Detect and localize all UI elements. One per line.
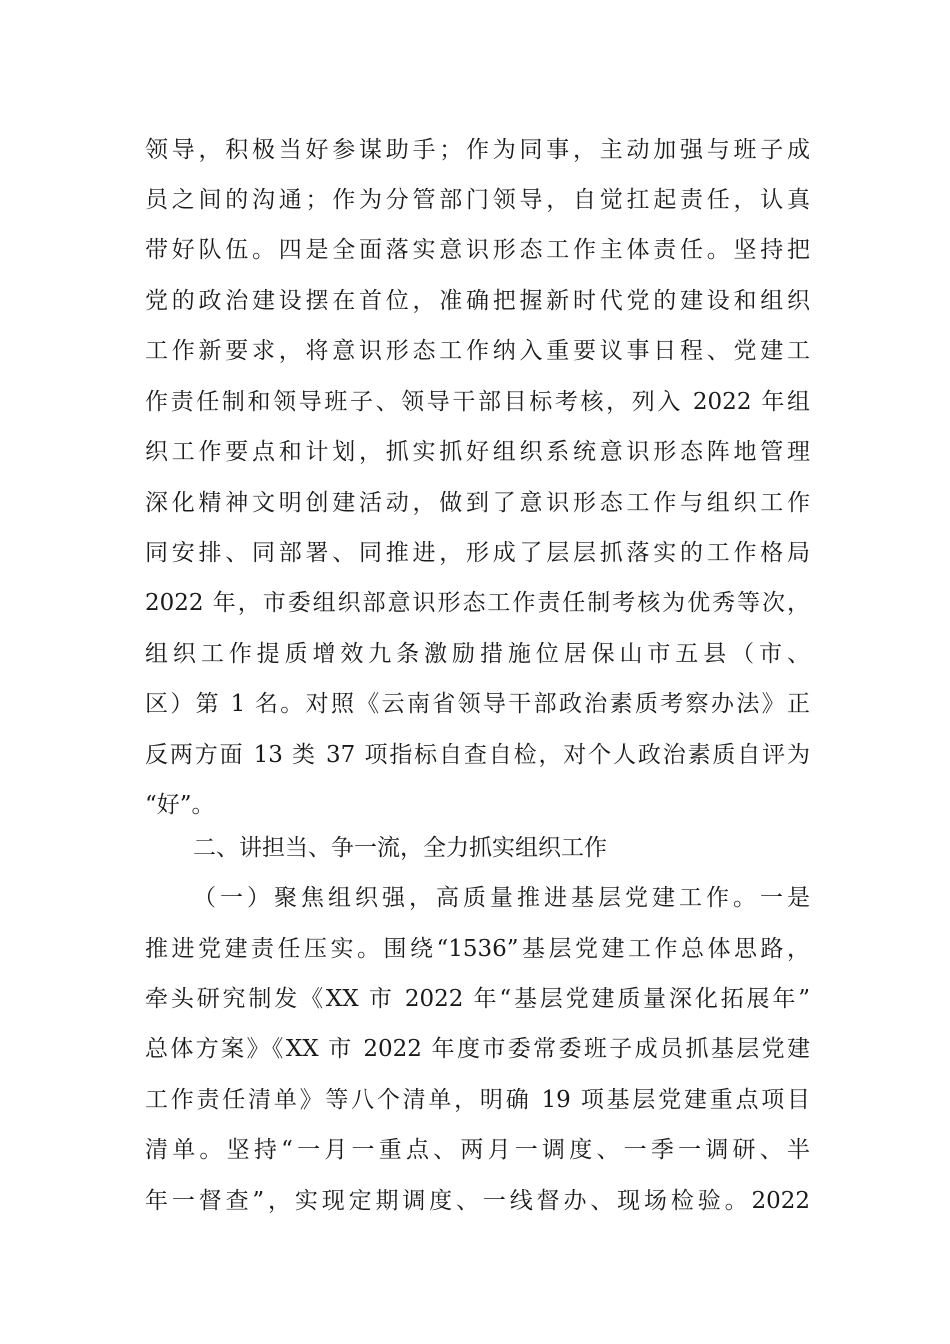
- text-line: “好”。: [145, 792, 215, 818]
- text-line: 领导，积极当好参谋助手；作为同事，主动加强与班子成: [145, 137, 810, 163]
- paragraph-first-line: （一）聚焦组织强，高质量推进基层党建工作。一是: [193, 885, 810, 911]
- text-line: 推进党建责任压实。围绕“1536”基层党建工作总体思路，: [145, 936, 810, 962]
- text-line: 同安排、同部署、同推进，形成了层层抓落实的工作格局: [145, 540, 810, 566]
- section-heading: 二、讲担当、争一流，全力抓实组织工作: [193, 835, 607, 861]
- text-line: 总体方案》《XX 市 2022 年度市委常委班子成员抓基层党建: [145, 1036, 810, 1062]
- text-line: 2022 年，市委组织部意识形态工作责任制考核为优秀等次，: [145, 590, 810, 616]
- text-line: 党的政治建设摆在首位，准确把握新时代党的建设和组织: [145, 288, 810, 314]
- text-line: 年一督查”，实现定期调度、一线督办、现场检验。2022: [145, 1188, 810, 1214]
- text-line: 组织工作提质增效九条激励措施位居保山市五县（市、: [145, 641, 810, 667]
- text-line: 工作责任清单》等八个清单，明确 19 项基层党建重点项目: [145, 1087, 810, 1113]
- text-line: 带好队伍。四是全面落实意识形态工作主体责任。坚持把: [145, 237, 810, 263]
- text-line: 员之间的沟通；作为分管部门领导，自觉扛起责任，认真: [145, 187, 810, 213]
- text-line: 区）第 1 名。对照《云南省领导干部政治素质考察办法》正: [145, 691, 810, 717]
- text-line: 清单。坚持“一月一重点、两月一调度、一季一调研、半: [145, 1137, 810, 1163]
- text-line: 反两方面 13 类 37 项指标自查自检，对个人政治素质自评为: [145, 742, 810, 768]
- text-line: 牵头研究制发《XX 市 2022 年“基层党建质量深化拓展年”: [145, 986, 810, 1012]
- text-line: 织工作要点和计划，抓实抓好组织系统意识形态阵地管理: [145, 439, 810, 465]
- text-line: 工作新要求，将意识形态工作纳入重要议事日程、党建工: [145, 338, 810, 364]
- text-line: 深化精神文明创建活动，做到了意识形态工作与组织工作: [145, 490, 810, 516]
- text-line: 作责任制和领导班子、领导干部目标考核，列入 2022 年组: [145, 389, 810, 415]
